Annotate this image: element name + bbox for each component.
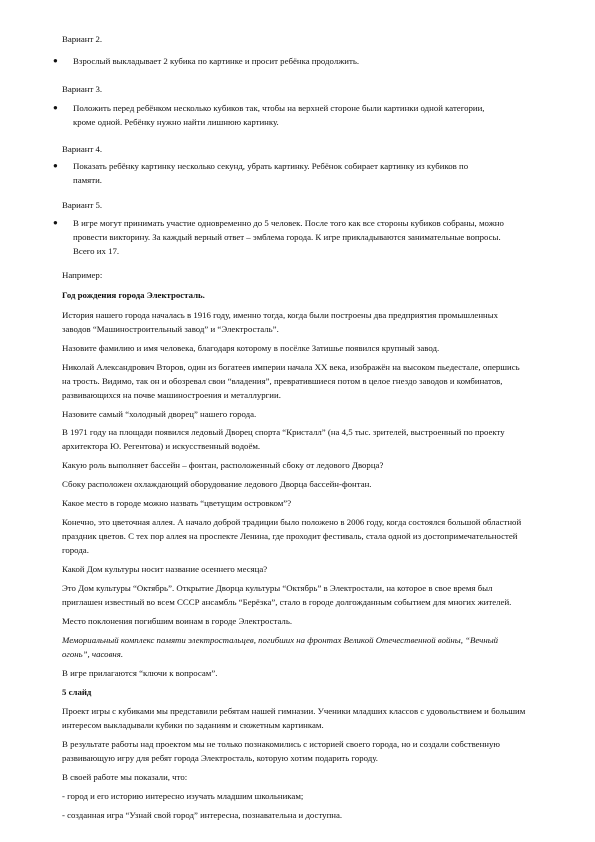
paragraph-9-line-3: города. [62,545,89,555]
paragraph-4: Назовите самый “холодный дворец” нашего города. [62,409,257,419]
bullet-icon: ● [53,103,58,112]
paragraph-9-line-2: праздник цветов. С тех пор аллея на проспекте Ленина, где проходит фестиваль, стала одной из достопримечательностей [62,531,518,541]
paragraph-11-line-1: Это Дом культуры “Октябрь”. Открытие Дворца культуры “Октябрь” в Электростали, на которое в свое время был [62,583,493,593]
paragraph-15-line-1: Проект игры с кубиками мы представили ребятам нашей гимназии. Ученики младших классов с удовольствием и большим [62,706,526,716]
variant-2-bullet: Взрослый выкладывает 2 кубика по картинке и просит ребёнка продолжить. [73,56,360,66]
paragraph-10: Какой Дом культуры носит название осеннего месяца? [62,564,268,574]
variant-4-bullet-line-2: памяти. [73,175,102,185]
example-label: Например: [62,270,103,280]
paragraph-1-line-1: История нашего города началась в 1916 году, именно тогда, когда были построены два предприятия промышленных [62,310,499,320]
paragraph-2: Назовите фамилию и имя человека, благодаря которому в посёлке Затишье появился крупный завод. [62,343,440,353]
paragraph-3-line-1: Николай Александрович Второв, один из богатеев империи начала XX века, изображён на высоком пьедестале, опершись [62,362,520,372]
section-title: Год рождения города Электросталь. [62,290,205,300]
paragraph-5-line-2: архитектора Ю. Регентова) и искусственный водоём. [62,441,261,451]
bullet-icon: ● [53,56,58,65]
variant-5-bullet-line-2: провести викторину. За каждый верный ответ – эмблема города. К игре прикладываются занимательные вопросы. [73,232,501,242]
bullet-icon: ● [53,218,58,227]
paragraph-3-line-3: развивающихся на почве машиностроения и металлургии. [62,390,281,400]
variant-4-bullet-line-1: Показать ребёнку картинку несколько секунд, убрать картинку. Ребёнок собирает картинку из кубиков по [73,161,469,171]
paragraph-19: - созданная игра “Узнай свой город” интересна, познавательна и доступна. [62,810,343,820]
paragraph-17: В своей работе мы показали, что: [62,772,188,782]
variant-5-bullet-line-3: Всего их 17. [73,246,120,256]
paragraph-8: Какое место в городе можно назвать “цветущим островком”? [62,498,292,508]
paragraph-7: Сбоку расположен охлаждающий оборудование ледового Дворца бассейн-фонтан. [62,479,372,489]
variant-5-heading: Вариант 5. [62,200,103,210]
paragraph-18: - город и его историю интересно изучать младшим школьникам; [62,791,304,801]
paragraph-14: В игре прилагаются “ключи к вопросам”. [62,668,218,678]
bullet-icon: ● [53,161,58,170]
variant-3-bullet-line-1: Положить перед ребёнком несколько кубиков так, чтобы на верхней стороне были картинки одной категории, [73,103,485,113]
paragraph-6: Какую роль выполняет бассейн – фонтан, расположенный сбоку от ледового Дворца? [62,460,384,470]
paragraph-16-line-2: развивающую игру для ребят города Электросталь, которую хотим подарить городу. [62,753,378,763]
paragraph-12: Место поклонения погибшим воинам в городе Электросталь. [62,616,293,626]
paragraph-3-line-2: на трость. Видимо, так он и обозревал свои “владения”, превратившиеся потом в целое гнездо заводов и комбинатов, [62,376,503,386]
paragraph-16-line-1: В результате работы над проектом мы не только познакомились с историей своего города, но и создали собственную [62,739,500,749]
variant-2-heading: Вариант 2. [62,34,103,44]
paragraph-11-line-2: приглашен известный во всем СССР ансамбль “Берёзка”, стало в городе долгожданным событием для многих жителей. [62,597,512,607]
variant-3-bullet-line-2: кроме одной. Ребёнку нужно найти лишнюю картинку. [73,117,279,127]
variant-4-heading: Вариант 4. [62,144,103,154]
variant-5-bullet-line-1: В игре могут принимать участие одновременно до 5 человек. После того как все стороны кубиков собраны, можно [73,218,504,228]
slide-title: 5 слайд [62,687,92,697]
variant-3-heading: Вариант 3. [62,84,103,94]
paragraph-13-line-2: огонь”, часовня. [62,649,124,659]
paragraph-9-line-1: Конечно, это цветочная аллея. А начало доброй традиции было положено в 2006 году, когда состоялся большой областной [62,517,522,527]
paragraph-5-line-1: В 1971 году на площади появился ледовый Дворец спорта “Кристалл” (на 4,5 тыс. зрителей, выстроенный по проекту [62,427,505,437]
paragraph-15-line-2: интересом выкладывали кубики по заданиям и сюжетным картинкам. [62,720,324,730]
paragraph-1-line-2: заводов “Машиностроительный завод” и “Электросталь”. [62,324,279,334]
paragraph-13-line-1: Мемориальный комплекс памяти электростальцев, погибших на фронтах Великой Отечественной войны, “Вечный [62,635,499,645]
